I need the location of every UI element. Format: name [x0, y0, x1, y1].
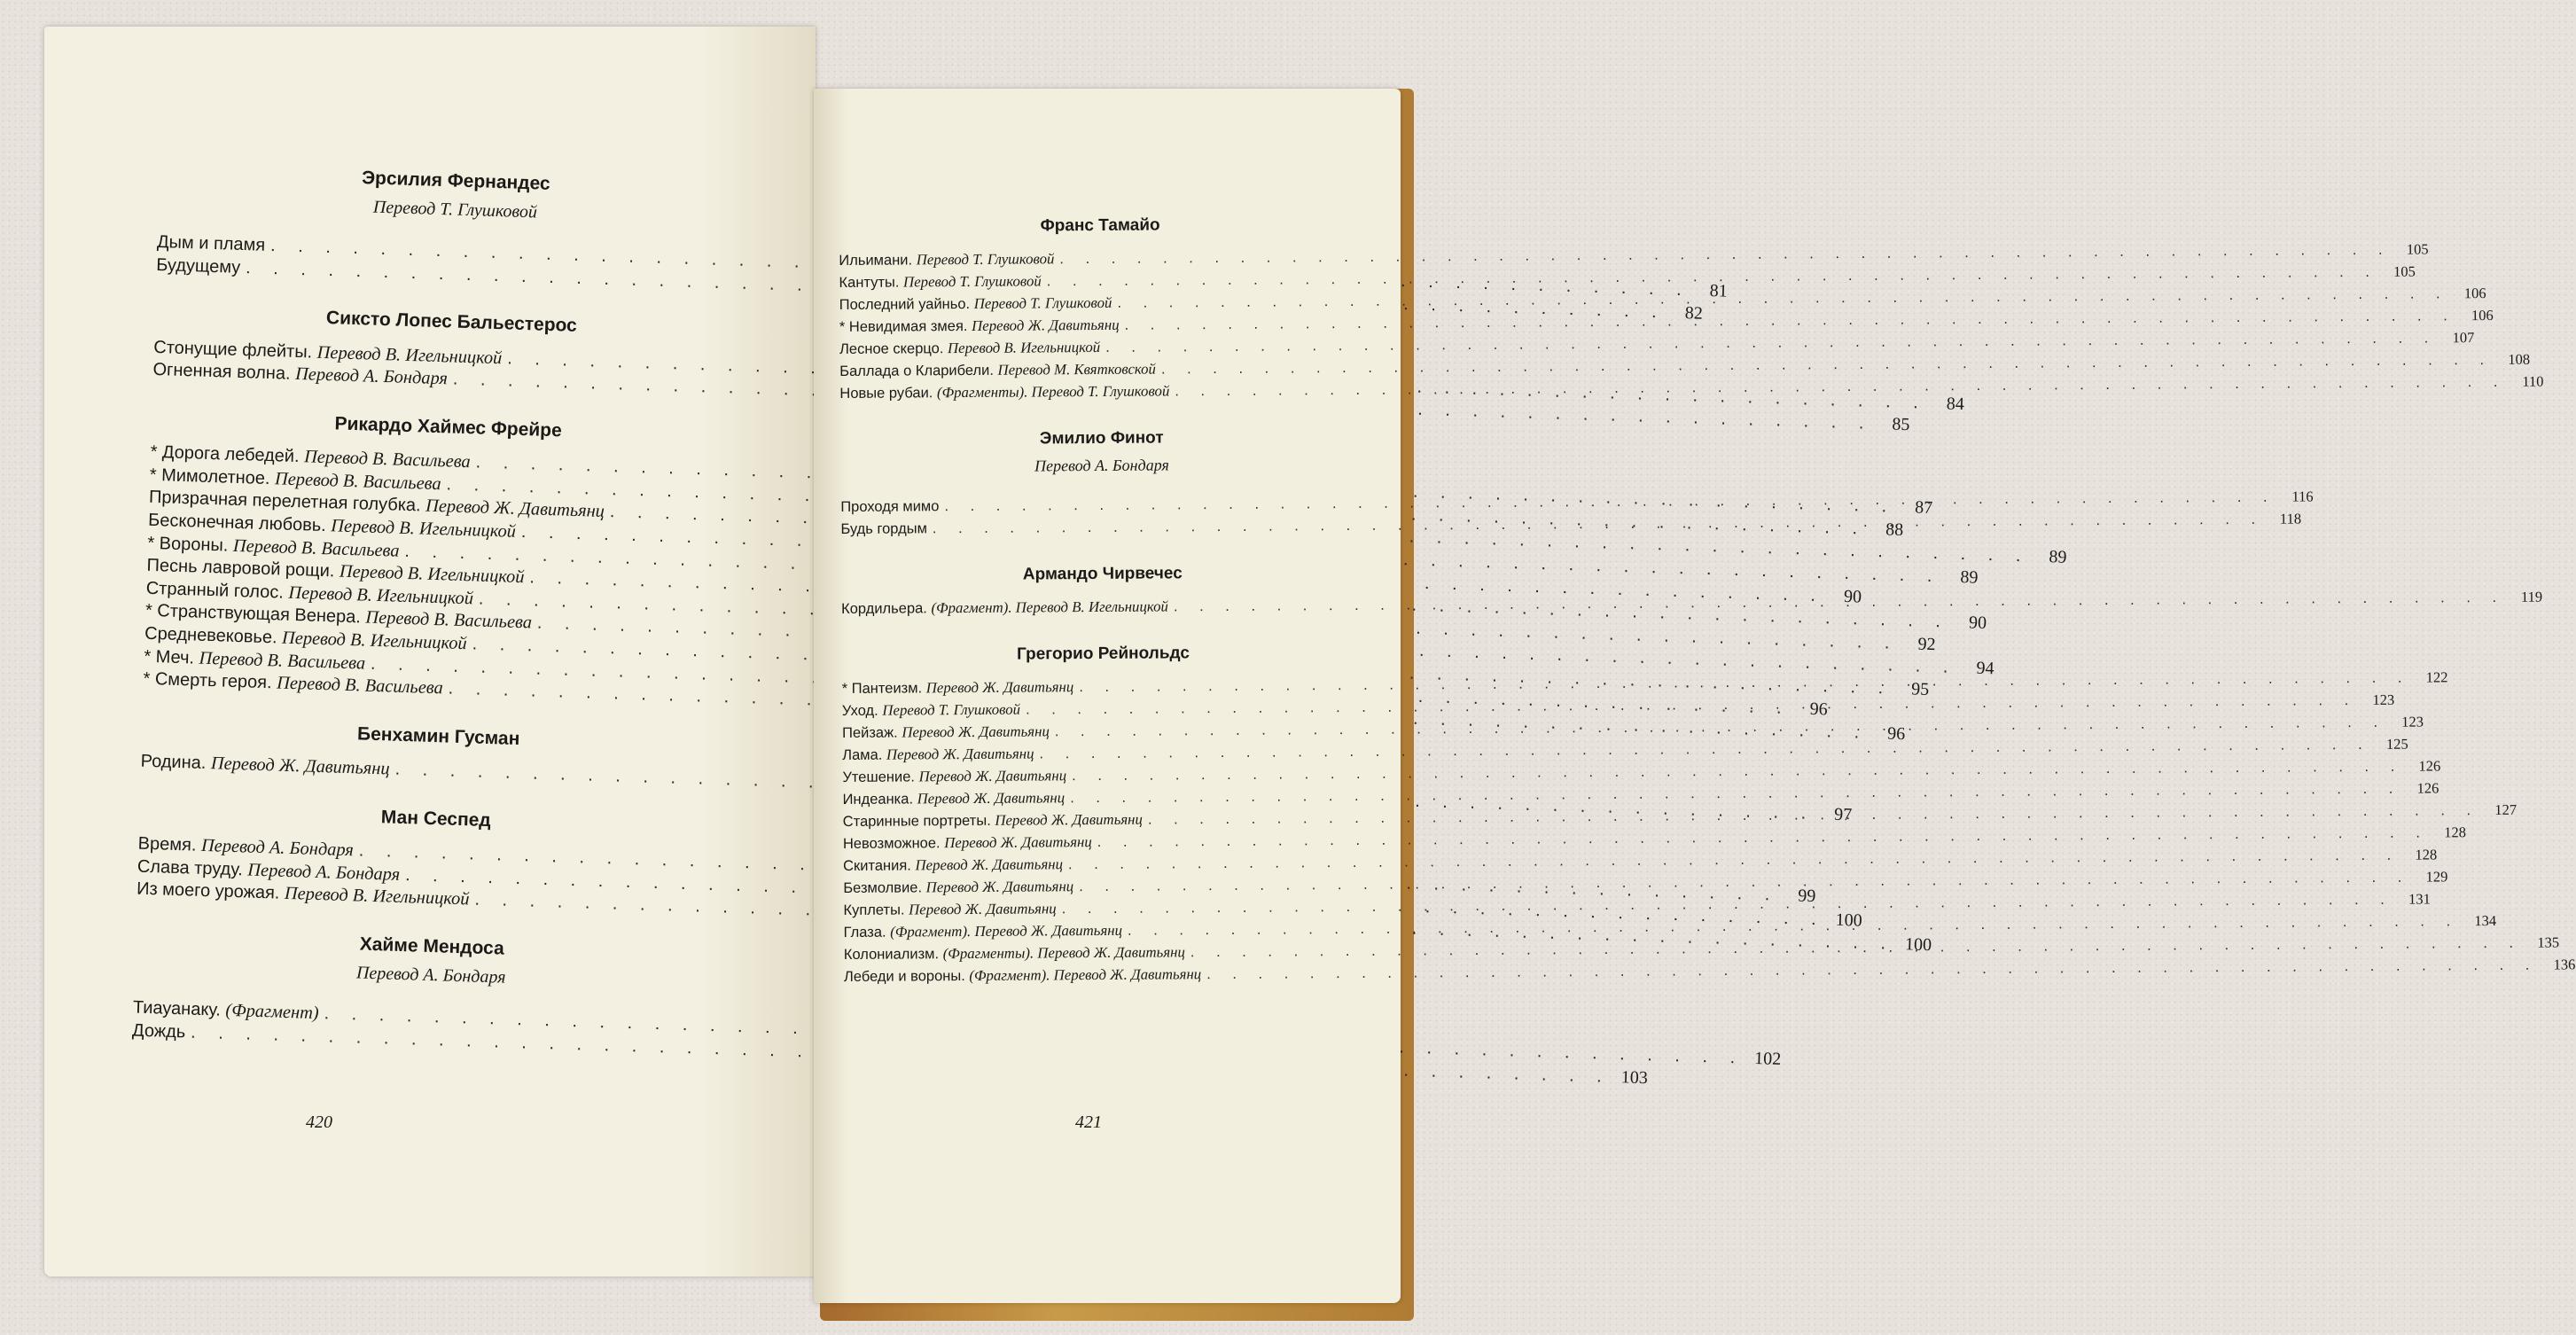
entry-title: Из моего урожая.	[136, 878, 280, 903]
entry-page-number: 87	[1914, 497, 1933, 519]
entry-title: Кордильера.	[841, 600, 927, 618]
entry-translator: Перевод В. Игельницкой	[331, 516, 517, 542]
author-heading: Сиксто Лопес Бальестерос	[325, 308, 578, 337]
entry-title-group	[842, 767, 1066, 786]
entry-title: Глаза.	[843, 924, 886, 941]
entry-page-number: 89	[2049, 547, 2067, 568]
entry-page-number: 123	[2372, 691, 2395, 708]
entry-title: Дождь	[131, 1020, 186, 1042]
entry-page-number: 96	[1886, 723, 1906, 745]
entry-translator: Перевод В. Васильева	[365, 607, 533, 633]
entry-title-group	[157, 232, 266, 256]
author-heading: Франс Тамайо	[1040, 215, 1160, 236]
entry-title-group	[840, 499, 939, 517]
author-heading: Рикардо Хаймес Фрейре	[334, 413, 563, 441]
entry-page-number: 134	[2474, 911, 2497, 929]
entry-page-number: 119	[2520, 588, 2543, 605]
entry-translator: Перевод В. Васильева	[232, 535, 400, 561]
entry-title-group	[839, 272, 1041, 292]
entry-page-number: 116	[2291, 488, 2314, 505]
entry-translator: Перевод В. Игельницкой	[284, 884, 470, 910]
entry-page-number: 136	[2553, 956, 2576, 973]
entry-title: * Пантеизм.	[841, 680, 923, 697]
entry-page-number: 126	[2418, 757, 2441, 775]
entry-title-group	[843, 855, 1063, 875]
entry-translator: Перевод В. Васильева	[303, 447, 472, 472]
entry-title: Дым и пламя	[156, 232, 266, 256]
entry-translator: Перевод Ж. Давитьянц	[971, 316, 1120, 334]
entry-translator: Перевод В. Игельницкой	[947, 338, 1101, 356]
entry-page-number: 106	[2471, 306, 2494, 324]
entry-title-group	[839, 294, 1112, 314]
entry-page-number: 90	[1843, 586, 1862, 607]
entry-title-group	[839, 382, 1169, 402]
entry-page-number: 90	[1968, 613, 1987, 634]
entry-title: Огненная волна.	[152, 360, 291, 385]
entry-translator: (Фрагменты). Перевод Т. Глушковой	[936, 382, 1170, 401]
entry-title: Безмолвие.	[843, 879, 923, 896]
entry-title: Ильимани.	[839, 252, 913, 269]
entry-translator: Перевод В. Васильева	[276, 673, 444, 699]
entry-page-number: 118	[2279, 510, 2302, 528]
entry-translator: Перевод В. Игельницкой	[339, 561, 525, 588]
entry-translator: (Фрагмент)	[225, 1000, 319, 1024]
entry-title: Невозможное.	[842, 834, 941, 852]
entry-title: Время.	[137, 833, 197, 855]
entry-title-group	[842, 722, 1050, 742]
entry-page-number: 135	[2537, 933, 2560, 951]
entry-title-group	[844, 965, 1201, 986]
leader-dots	[1190, 935, 2522, 961]
translator-line: Перевод А. Бондаря	[355, 963, 506, 988]
entry-page-number: 131	[2408, 890, 2431, 908]
leader-dots	[1059, 241, 2391, 267]
entry-title: Тиауанаку.	[132, 997, 222, 1020]
entry-title: * Вороны.	[147, 533, 229, 556]
entry-translator: (Фрагмент). Перевод В. Игельницкой	[931, 597, 1168, 617]
entry-title-group	[841, 597, 1168, 618]
entry-page-number: 89	[1960, 567, 1979, 588]
entry-translator: Перевод В. Васильева	[199, 648, 366, 674]
entry-title: * Смерть героя.	[143, 668, 272, 693]
entry-translator: Перевод А. Бондаря	[200, 835, 355, 861]
entry-page-number: 92	[1917, 634, 1936, 655]
entry-title: Лама.	[842, 746, 883, 763]
entry-title: Баллада о Кларибели.	[839, 362, 994, 379]
entry-translator: Перевод Ж. Давитьянц	[909, 900, 1057, 918]
entry-title-group	[839, 250, 1054, 269]
author-heading: Эмилио Финот	[1039, 428, 1164, 449]
entry-title: * Меч.	[144, 646, 195, 668]
entry-title-group	[842, 678, 1074, 698]
entry-translator: Перевод М. Квятковской	[997, 360, 1157, 379]
entry-page-number: 125	[2385, 735, 2408, 753]
toc-entry	[843, 956, 2576, 990]
entry-page-number: 126	[2416, 779, 2439, 797]
entry-title: Песнь лавровой рощи.	[146, 556, 335, 582]
entry-translator: Перевод А. Бондаря	[294, 364, 449, 389]
entry-translator: (Фрагмент). Перевод Ж. Давитьянц	[969, 964, 1202, 984]
entry-title: Пейзаж.	[841, 724, 898, 741]
entry-translator: Перевод В. Васильева	[274, 469, 441, 495]
entry-title: Средневековье.	[144, 623, 277, 648]
entry-title: Слава труду.	[137, 856, 244, 879]
entry-translator: Перевод В. Игельницкой	[316, 342, 503, 369]
entry-title-group	[843, 833, 1092, 853]
entry-translator: (Фрагмент). Перевод Ж. Давитьянц	[890, 921, 1123, 941]
entry-page-number: 95	[1910, 679, 1930, 700]
right-page-number: 421	[1075, 1112, 1102, 1132]
entry-title: Лесное скерцо.	[839, 340, 944, 357]
entry-translator: Перевод Т. Глушковой	[882, 700, 1021, 719]
entry-translator: Перевод Т. Глушковой	[916, 249, 1055, 269]
entry-title: Утешение.	[842, 769, 916, 785]
entry-title: Уход.	[841, 702, 878, 719]
author-heading: Армандо Чирвечес	[1022, 564, 1183, 584]
entry-translator: Перевод Ж. Давитьянц	[995, 810, 1143, 829]
author-heading: Хайме Мендоса	[359, 933, 505, 959]
entry-title-group	[132, 1020, 186, 1042]
entry-title: Стонущие флейты.	[153, 337, 313, 363]
author-heading: Бенхамин Гусман	[356, 723, 520, 749]
entry-page-number: 123	[2401, 713, 2424, 730]
entry-title: * Невидимая змея.	[839, 317, 968, 335]
entry-page-number: 105	[2393, 262, 2416, 280]
entry-title-group	[842, 700, 1020, 719]
entry-title-group	[133, 998, 319, 1025]
entry-page-number: 100	[1835, 910, 1863, 931]
entry-translator: Перевод В. Игельницкой	[288, 582, 474, 609]
entry-title-group	[839, 316, 1120, 335]
entry-translator: Перевод В. Игельницкой	[281, 628, 468, 654]
entry-title: * Мимолетное.	[149, 465, 270, 488]
entry-page-number: 127	[2494, 800, 2517, 818]
entry-title: Куплеты.	[843, 902, 905, 918]
entry-page-number: 128	[2444, 823, 2466, 841]
author-heading: Эрсилия Фернандес	[361, 168, 551, 194]
entry-title: Последний уайньо.	[839, 295, 971, 313]
entry-translator: Перевод Ж. Давитьянц	[917, 788, 1066, 808]
entry-title-group	[844, 922, 1123, 941]
entry-translator: Перевод Ж. Давитьянц	[925, 677, 1074, 697]
entry-title-group	[140, 752, 390, 780]
entry-page-number: 102	[1753, 1049, 1782, 1070]
entry-title-group	[839, 360, 1156, 379]
entry-title: Старинные портреты.	[842, 812, 991, 830]
entry-page-number: 97	[1833, 804, 1853, 825]
entry-translator: (Фрагменты). Перевод Ж. Давитьянц	[942, 943, 1185, 962]
entry-title: * Дорога лебедей.	[150, 442, 300, 467]
entry-title: Индеанка.	[842, 791, 914, 808]
entry-page-number: 110	[2522, 372, 2544, 390]
entry-translator: Перевод Ж. Давитьянц	[915, 855, 1064, 874]
translator-line: Перевод Т. Глушковой	[372, 197, 538, 222]
entry-title-group	[840, 521, 927, 539]
entry-title-group	[843, 810, 1143, 830]
entry-title: Кантуты.	[839, 274, 900, 291]
entry-title: Проходя мимо	[840, 498, 940, 516]
entry-translator: Перевод Ж. Давитьянц	[944, 832, 1092, 851]
toc-entry-list	[131, 997, 1782, 1088]
entry-translator: Перевод Т. Глушковой	[902, 272, 1042, 291]
entry-title: Колониализм.	[843, 945, 940, 963]
entry-translator: Перевод Т. Глушковой	[973, 293, 1112, 312]
entry-translator: Перевод Ж. Давитьянц	[425, 496, 605, 522]
entry-page-number: 84	[1946, 394, 1965, 414]
entry-page-number: 81	[1709, 281, 1729, 301]
entry-title: Бесконечная любовь.	[147, 510, 327, 536]
entry-page-number: 100	[1904, 934, 1932, 956]
entry-page-number: 128	[2415, 846, 2438, 863]
entry-page-number: 105	[2406, 240, 2429, 258]
author-heading: Грегорио Рейнольдс	[1016, 644, 1190, 664]
entry-page-number: 107	[2452, 328, 2475, 346]
entry-title-group	[843, 789, 1066, 808]
entry-title: Будущему	[155, 254, 241, 277]
entry-translator: Перевод Ж. Давитьянц	[210, 753, 390, 779]
entry-title: * Странствующая Венера.	[144, 601, 362, 628]
entry-title: Новые рубаи.	[839, 384, 933, 402]
entry-page-number: 122	[2425, 668, 2448, 686]
author-heading: Ман Сеспед	[380, 806, 492, 831]
entry-translator: Перевод А. Бондаря	[247, 860, 401, 885]
entry-page-number: 96	[1809, 699, 1829, 720]
entry-page-number: 108	[2508, 350, 2531, 368]
translator-line: Перевод А. Бондаря	[1034, 456, 1169, 475]
entry-title-group	[844, 943, 1185, 964]
entry-title-group	[842, 745, 1034, 764]
entry-page-number: 88	[1885, 519, 1904, 540]
entry-title: Скитания.	[843, 857, 911, 874]
entry-title-group	[839, 339, 1100, 358]
entry-title: Лебеди и вороны.	[843, 967, 965, 985]
entry-page-number: 99	[1797, 886, 1816, 907]
entry-page-number: 94	[1976, 659, 1994, 679]
entry-title-group	[156, 255, 241, 278]
entry-translator: Перевод Ж. Давитьянц	[925, 877, 1074, 896]
entry-page-number: 106	[2463, 284, 2486, 301]
entry-title: Призрачная перелетная голубка.	[148, 488, 421, 516]
entry-page-number: 129	[2425, 868, 2448, 886]
entry-title-group	[843, 900, 1056, 919]
left-page-number: 420	[306, 1112, 332, 1132]
entry-translator: Перевод Ж. Давитьянц	[918, 766, 1067, 785]
entry-page-number: 85	[1892, 414, 1910, 435]
entry-translator: Перевод Ж. Давитьянц	[902, 722, 1050, 741]
entry-title: Странный голос.	[145, 578, 285, 603]
entry-title: Будь гордым	[840, 520, 927, 538]
entry-title-group	[843, 878, 1073, 897]
entry-page-number: 82	[1684, 303, 1704, 324]
entry-translator: Перевод Ж. Давитьянц	[886, 745, 1034, 763]
entry-page-number: 103	[1620, 1066, 1649, 1088]
entry-title: Родина.	[140, 751, 207, 774]
